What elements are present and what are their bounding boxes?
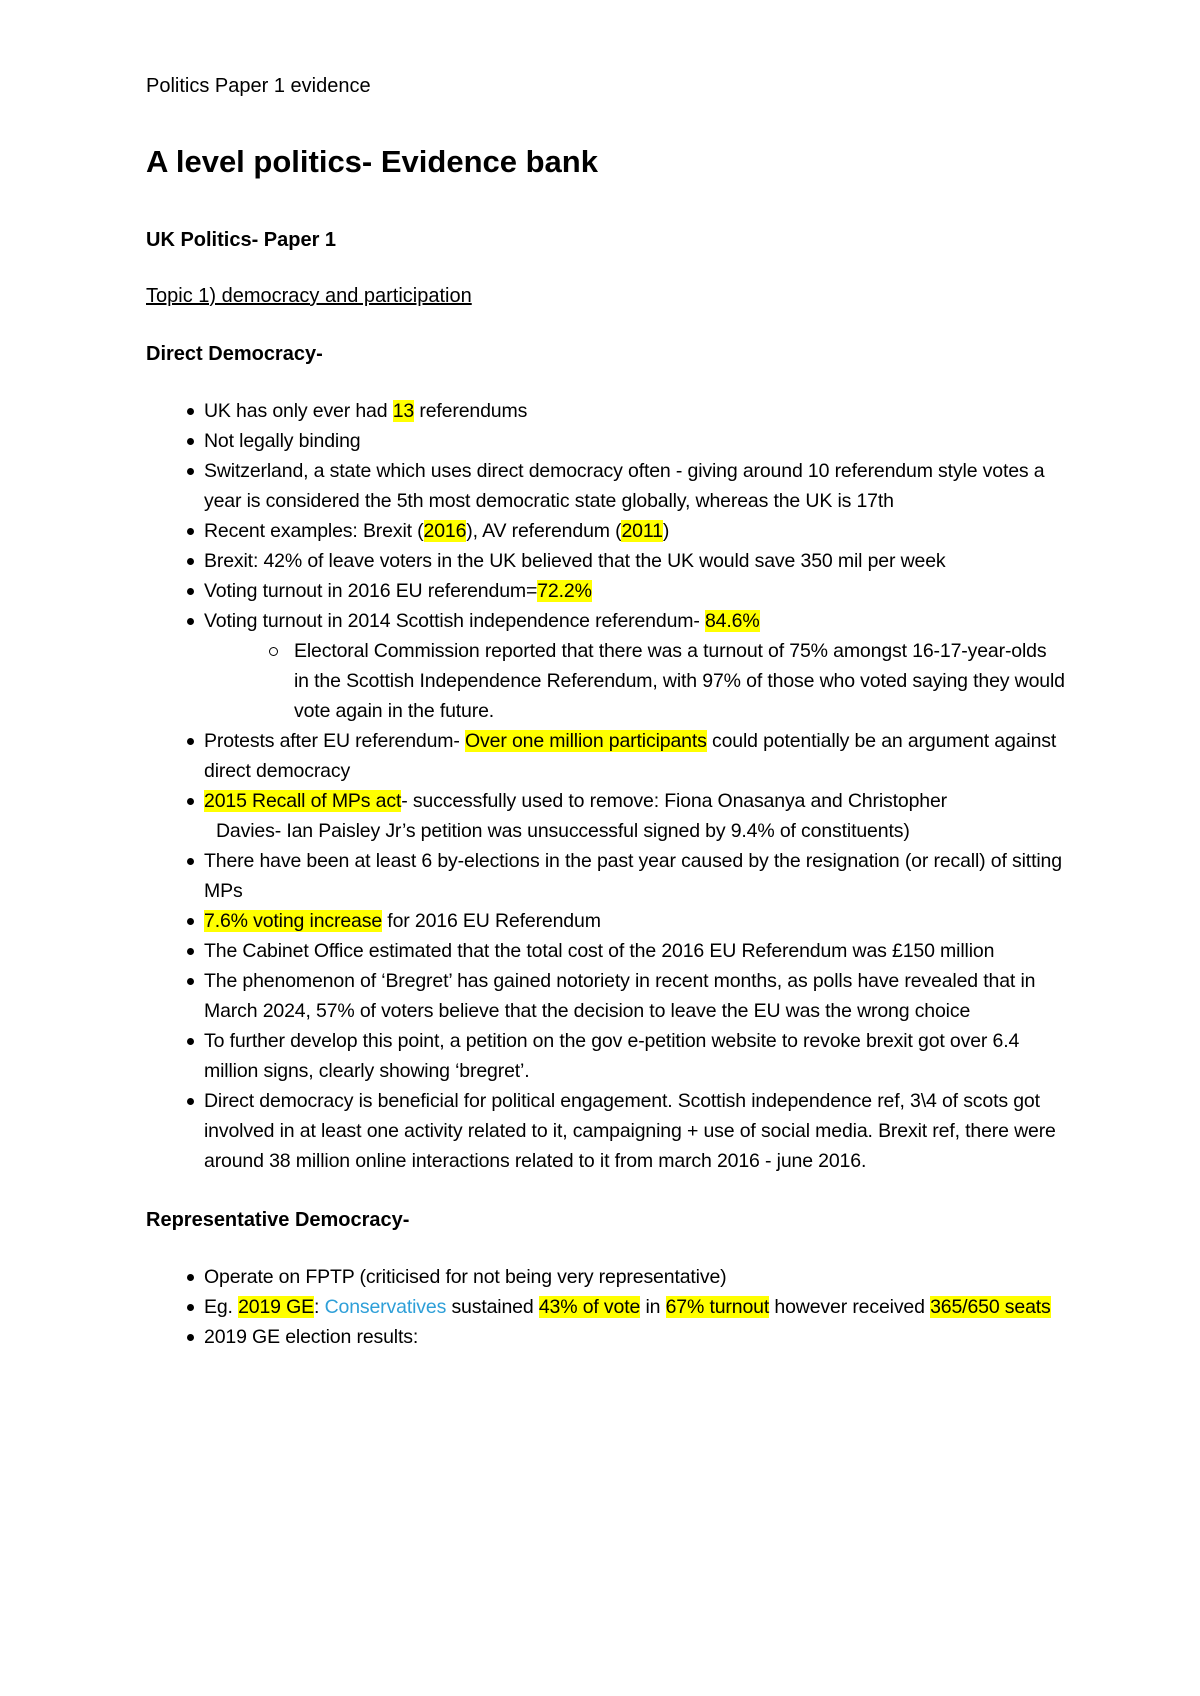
sub-list	[204, 636, 1066, 726]
sub-list-item: Electoral Commission reported that there was a turnout of 75% amongst 16-17-year-olds in the Scottish Independence Referendum, with 97% of those who voted saying they would vote again in the future.	[146, 636, 1066, 726]
list-item: 7.6% voting increase for 2016 EU Referendum	[146, 906, 1066, 936]
list-item: The phenomenon of ‘Bregret’ has gained notoriety in recent months, as polls have revealed that in March 2024, 57% of voters believe that the decision to leave the EU was the wrong choice	[146, 966, 1066, 1026]
list-item: Voting turnout in 2014 Scottish independence referendum- 84.6% Electoral Commission reported that there was a turnout of 75% amongst 16-17-year-olds in the Scottish Independence Referendum, with 97% of those who voted saying they would vote again in the future.	[146, 606, 1066, 726]
hollow-bullet-icon	[269, 647, 278, 656]
list-item: Not legally binding	[146, 426, 1066, 456]
direct-democracy-heading: Direct Democracy-	[146, 343, 323, 365]
bullet-icon	[187, 408, 194, 415]
representative-democracy-heading: Representative Democracy-	[146, 1209, 410, 1231]
paper-subtitle: UK Politics- Paper 1	[146, 229, 337, 251]
bullet-icon	[187, 948, 194, 955]
topic-heading: Topic 1) democracy and participation	[146, 285, 472, 307]
bullet-icon	[187, 468, 194, 475]
list-item: Recent examples: Brexit (2016), AV referendum (2011)	[146, 516, 1066, 546]
bullet-icon	[187, 798, 194, 805]
bullet-icon	[187, 558, 194, 565]
highlight: 7.6% voting increase	[204, 910, 383, 932]
list-item: UK has only ever had 13 referendums	[146, 396, 1066, 426]
bullet-icon	[187, 1334, 194, 1341]
bullet-icon	[187, 858, 194, 865]
highlight: 67% turnout	[665, 1296, 770, 1318]
bullet-icon	[187, 1304, 194, 1311]
list-item: Brexit: 42% of leave voters in the UK believed that the UK would save 350 mil per week	[146, 546, 1066, 576]
bullet-icon	[187, 1098, 194, 1105]
running-header: Politics Paper 1 evidence	[146, 75, 371, 97]
bullet-icon	[187, 978, 194, 985]
highlight: 2011	[621, 520, 663, 542]
list-item: To further develop this point, a petition on the gov e-petition website to revoke brexit got over 6.4 million signs, clearly showing ‘bregret’.	[146, 1026, 1066, 1086]
list-item: Eg. 2019 GE: Conservatives sustained 43% of vote in 67% turnout however received 365/650 seats	[146, 1292, 1066, 1322]
highlight: 365/650 seats	[930, 1296, 1051, 1318]
direct-democracy-list	[146, 396, 1066, 1176]
list-item: Operate on FPTP (criticised for not being very representative)	[146, 1262, 1066, 1292]
list-item: Protests after EU referendum- Over one million participants could potentially be an argument against direct democracy	[146, 726, 1066, 786]
bullet-icon	[187, 618, 194, 625]
list-item: Direct democracy is beneficial for political engagement. Scottish independence ref, 3\4 of scots got involved in at least one activity related to it, campaigning + use of social media. Brexit ref, there were around 38 million online interactions related to it from march 2016 - june 2016.	[146, 1086, 1066, 1176]
highlight: 43% of vote	[538, 1296, 641, 1318]
bullet-icon	[187, 588, 194, 595]
list-item: 2015 Recall of MPs act- successfully used to remove: Fiona Onasanya and Christopher Davies- Ian Paisley Jr’s petition was unsuccessful signed by 9.4% of constituents)	[146, 786, 1066, 846]
bullet-icon	[187, 438, 194, 445]
document-title: A level politics- Evidence bank	[146, 144, 598, 179]
bullet-icon	[187, 1038, 194, 1045]
bullet-icon	[187, 738, 194, 745]
list-item: The Cabinet Office estimated that the total cost of the 2016 EU Referendum was £150 million	[146, 936, 1066, 966]
highlight: Over one million participants	[465, 730, 707, 752]
highlight: 2019 GE	[238, 1296, 315, 1318]
representative-democracy-list	[146, 1262, 1066, 1352]
party-name: Conservatives	[324, 1296, 447, 1318]
document-page	[146, 72, 1066, 1352]
bullet-icon	[187, 1274, 194, 1281]
list-item: 2019 GE election results:	[146, 1322, 1066, 1352]
highlight: 72.2%	[537, 580, 592, 602]
list-item: Switzerland, a state which uses direct democracy often - giving around 10 referendum style votes a year is considered the 5th most democratic state globally, whereas the UK is 17th	[146, 456, 1066, 516]
highlight: 13	[392, 400, 415, 422]
highlight: 2015 Recall of MPs act	[204, 790, 402, 812]
list-item: There have been at least 6 by-elections in the past year caused by the resignation (or recall) of sitting MPs	[146, 846, 1066, 906]
list-item: Voting turnout in 2016 EU referendum=72.2%	[146, 576, 1066, 606]
highlight: 84.6%	[704, 610, 760, 632]
bullet-icon	[187, 918, 194, 925]
highlight: 2016	[423, 520, 467, 542]
bullet-icon	[187, 528, 194, 535]
